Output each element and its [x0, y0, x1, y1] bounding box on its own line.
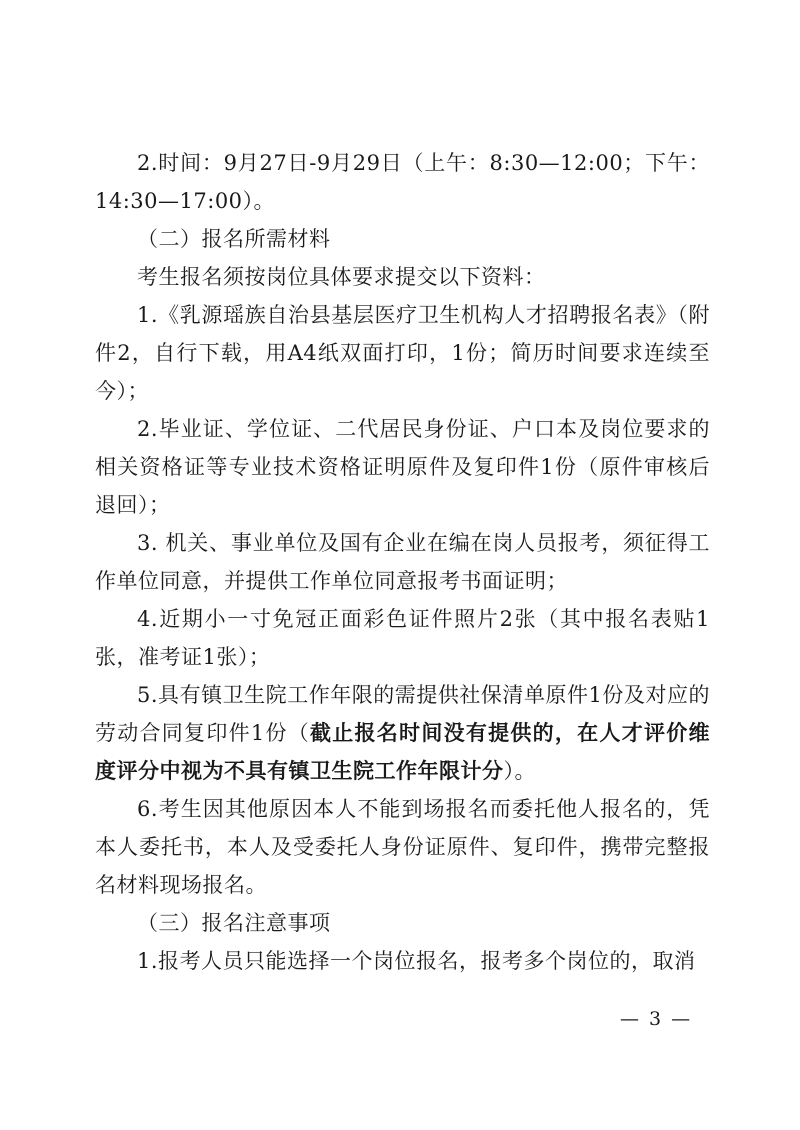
paragraph-item-5 — [95, 676, 710, 790]
section-heading-notes: （三）报名注意事项 — [137, 911, 331, 935]
paragraph-time: 2.时间：9月27日-9月29日（上午：8:30—12:00；下午：14:30—17:00）。 — [95, 151, 710, 213]
paragraph-materials-intro: 考生报名须按岗位具体要求提交以下资料： — [137, 265, 546, 289]
item-5-tail: ）。 — [503, 759, 536, 783]
page-number: — 3 — — [620, 1008, 693, 1030]
paragraph-item-1: 1.《乳源瑶族自治县基层医疗卫生机构人才招聘报名表》（附件2，自行下载，用A4纸双面打印，1份；简历时间要求连续至今）； — [95, 303, 710, 403]
paragraph-item-6: 6.考生因其他原因本人不能到场报名而委托他人报名的，凭本人委托书，本人及受委托人身份证原件、复印件，携带完整报名材料现场报名。 — [95, 797, 710, 897]
item-5-bold-note: 截止报名时间没有提供的，在人才评价维度评分中视为不具有镇卫生院工作年限计分 — [95, 720, 710, 783]
section-heading-materials: （二）报名所需材料 — [137, 227, 331, 251]
item-5-text: 5.具有镇卫生院工作年限的需提供社保清单原件1份及对应的劳动合同复印件1份（ — [95, 683, 710, 745]
document-body — [95, 144, 710, 980]
paragraph-item-2: 2.毕业证、学位证、二代居民身份证、户口本及岗位要求的相关资格证等专业技术资格证明原件及复印件1份（原件审核后退回）； — [95, 417, 710, 517]
paragraph-item-3: 3. 机关、事业单位及国有企业在编在岗人员报考，须征得工作单位同意，并提供工作单位同意报考书面证明； — [95, 531, 710, 593]
paragraph-note-1: 1.报考人员只能选择一个岗位报名，报考多个岗位的，取消 — [137, 949, 696, 973]
paragraph-item-4: 4.近期小一寸免冠正面彩色证件照片2张（其中报名表贴1张，准考证1张）； — [95, 607, 710, 669]
